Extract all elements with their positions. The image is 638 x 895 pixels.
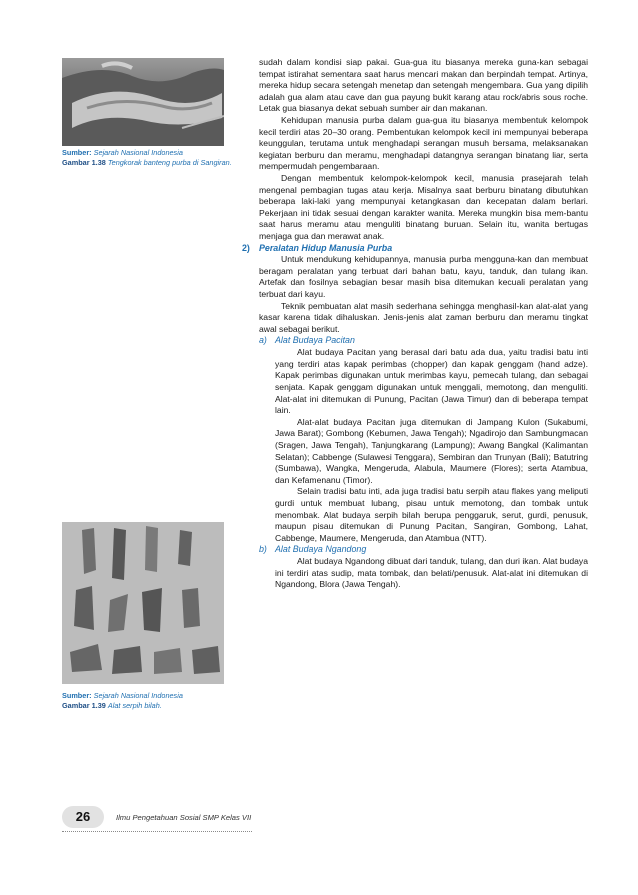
section-title: Peralatan Hidup Manusia Purba [259,242,393,253]
paragraph: Teknik pembuatan alat masih sederhana sehingga menghasil-kan alat-alat yang kasar karena tidak dihaluskan. Jenis-jenis alat zaman berburu dan meramu tingkat awal sebagai berikut. [259,300,588,334]
footer-divider [62,831,252,832]
subsection-number: a) [259,335,267,346]
subsection-heading-ngandong [259,544,588,556]
figure-caption-1-39: Sumber: Sejarah Nasional Indonesia Gambar 1.39 Alat serpih bilah. [62,691,183,710]
section-heading-peralatan [242,243,588,255]
subsection-heading-pacitan [259,335,588,347]
paragraph: Untuk mendukung kehidupannya, manusia purba mengguna-kan dan membuat beragam peralatan yang terbuat dari bahan batu, kayu, tanduk, dan tulang ikan. Artefak dan fosilnya sebagian besar masih bisa ditemukan kecuali peralatan yang terbuat dari kayu. [259,254,588,300]
flake-tools-illustration [62,522,224,684]
skull-illustration [62,58,224,146]
page-number: 26 [62,806,104,828]
paragraph: Kehidupan manusia purba dalam gua-gua itu biasanya membentuk kelompok kecil terdiri atas 20–30 orang. Pembentukan kelompok kecil ini mempunyai beberapa keunggulan, terutama untuk menghadapi serangan musuh bersama, melaksanakan kegiatan berburu dan meramu, menghadapi datangnya serangan binatang liar, serta mempermudah pengembaraan. [259,114,588,172]
subsection-title: Alat Budaya Pacitan [275,335,355,346]
section-number: 2) [242,242,250,253]
footer-book-title: Ilmu Pengetahuan Sosial SMP Kelas VII [116,813,252,822]
paragraph: Dengan membentuk kelompok-kelompok kecil, manusia prasejarah telah mengenal pembagian tugas atau kerja. Misalnya saat berburu binatang dibutuhkan beberapa laki-laki yang mempunyai ketangkasan dan kecepatan dalam berlari. Pekerjaan ini tidak sesuai dengan karakter wanita. Mereka mungkin bisa mem-bantu saat harus meramu atau menguliti binatang buruan. Selain itu, wanita bertugas menjaga gua dan merawat anak. [259,172,588,241]
figure-skull-photo [62,58,224,146]
main-text-column [242,57,588,591]
paragraph: Alat budaya Ngandong dibuat dari tanduk, tulang, dan duri ikan. Alat budaya ini terdiri atas sudip, mata tombak, dan belati/penusuk. Alat-alat ini ditemukan di Ngandong, Blora (Jawa Tengah). [275,556,588,590]
figure-caption-1-38: Sumber: Sejarah Nasional Indonesia Gambar 1.38 Tengkorak banteng purba di Sangiran. [62,148,232,167]
paragraph: sudah dalam kondisi siap pakai. Gua-gua itu biasanya mereka guna-kan sebagai tempat istirahat sementara saat harus mencari makan dan berpindah tempat. Artinya, mereka hidup secara setengah menetap dan setengah mengembara. Gua yang dipilih adalah gua alam atau cave dan gua payung bukit karang atau rock/abris sous roche. Letak gua biasanya dekat sebuah sumber air dan makanan. [259,57,588,114]
paragraph: Alat-alat budaya Pacitan juga ditemukan di Jampang Kulon (Sukabumi, Jawa Barat); Gombong (Kebumen, Jawa Tengah); Ngadirojo dan Sambungmacan (Sragen, Jawa Tengah), Tanjungkarang (Lampung); Awang Bangkal (Kalimantan Selatan); Cabbenge (Sulawesi Tenggara), Sembiran dan Trunyan (Bali); Batutring (Sumbawa), Wangka, Mengeruda, Alabula, Maumere (Flores); serta Atambua, dan Kefamenanu (Timor). [275,416,588,485]
subsection-title: Alat Budaya Ngandong [275,544,367,555]
paragraph: Selain tradisi batu inti, ada juga tradisi batu serpih atau flakes yang meliputi gurdi untuk membuat lubang, pisau untuk memotong, dan tombak untuk menombak. Alat budaya serpih bilah berupa penggaruk, serut, gurdi, penusuk, maupun pisau ditemukan di Punung Pacitan, Sangiran, Gombong, Lahat, Cabbenge, Maumere, Mengeruda, dan Atambua (NTT). [275,486,588,543]
figure-flake-tools-photo [62,522,224,684]
paragraph: Alat budaya Pacitan yang berasal dari batu ada dua, yaitu tradisi batu inti yang terdiri atas kapak perimbas (chopper) dan kapak genggam (hand adze). Kapak perimbas digunakan untuk merimbas kayu, pemecah tulang, dan sebagai senjata. Kapak genggam digunakan untuk menggali, memotong, dan menguliti. Alat-alat ini ditemukan di Punung, Pacitan (Jawa Timur) dan di beberapa tempat lain. [275,347,588,416]
subsection-number: b) [259,544,267,555]
